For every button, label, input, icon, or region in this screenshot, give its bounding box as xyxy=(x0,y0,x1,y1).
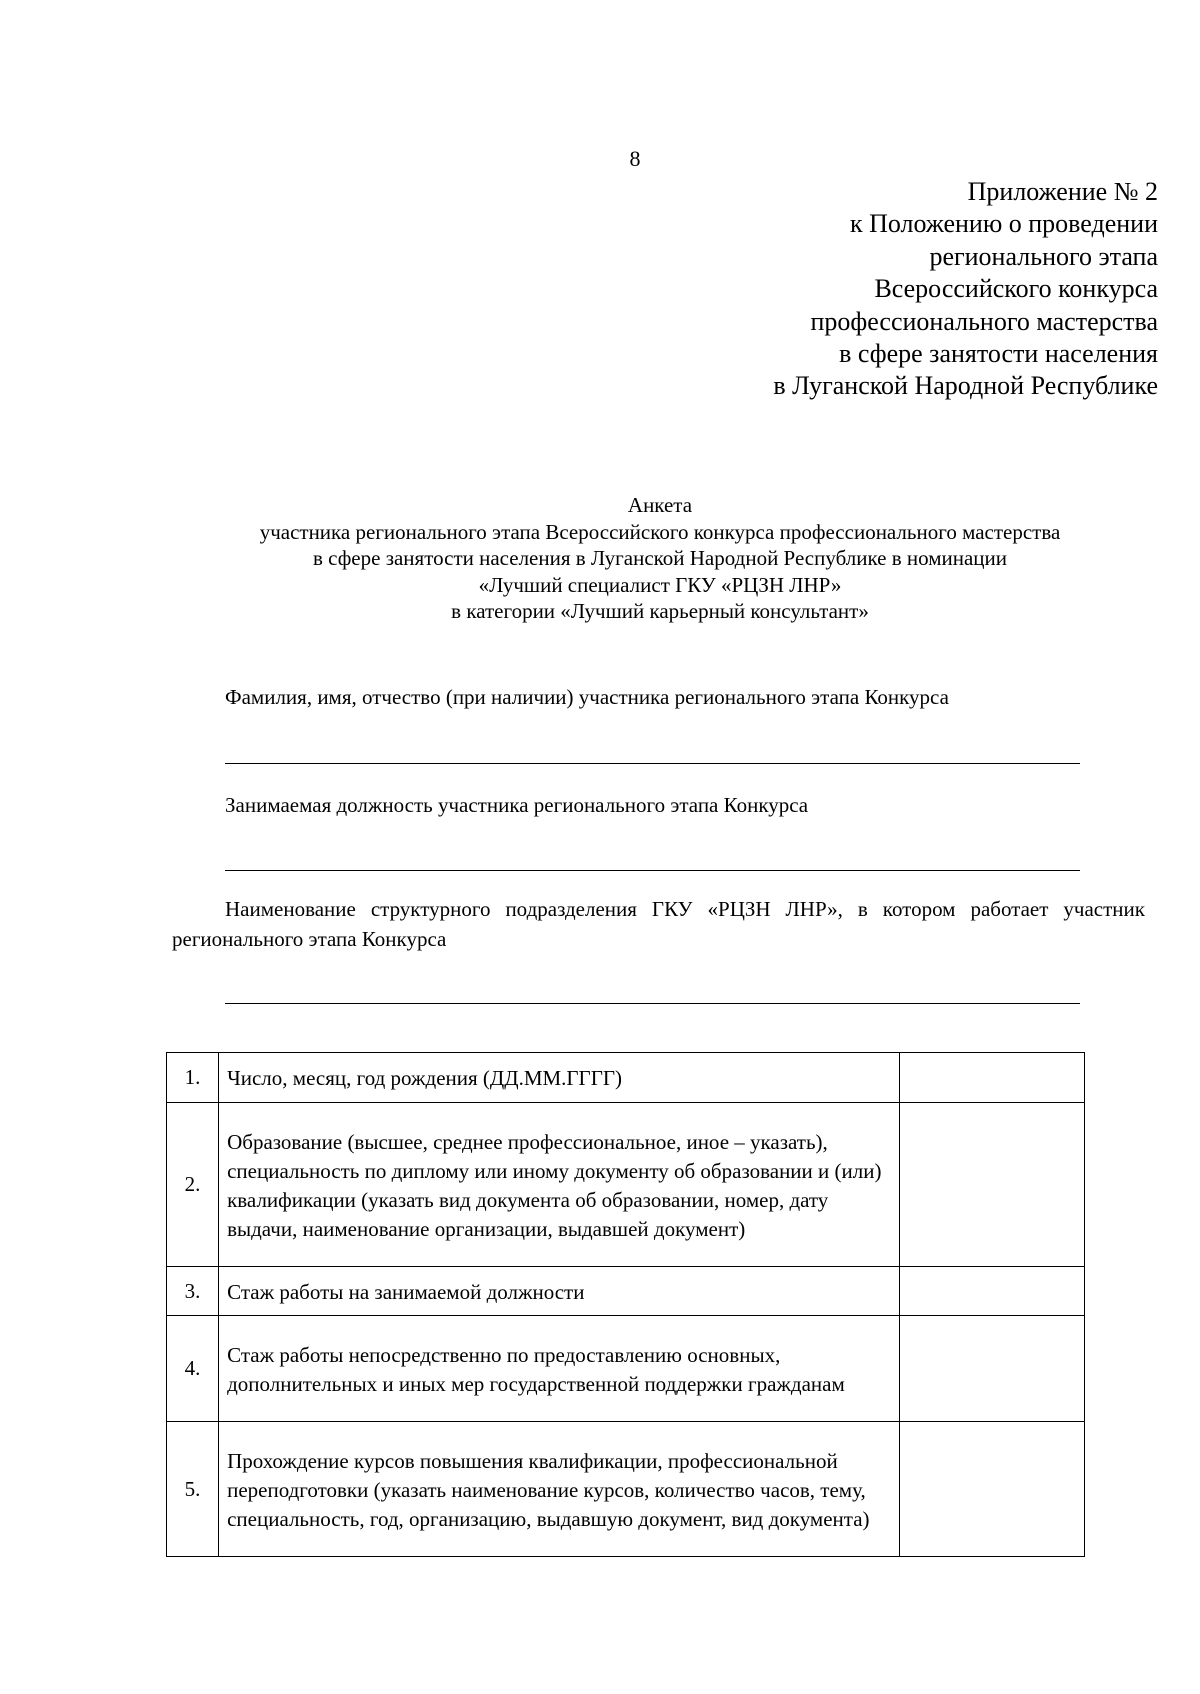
department-label-text: Наименование структурного подразделения ГКУ «РЦЗН ЛНР», в котором работает участник регионального этапа Конкурса xyxy=(172,897,1145,951)
table-row xyxy=(167,1053,1085,1103)
row-answer-cell[interactable] xyxy=(899,1053,1084,1103)
appendix-header-line: профессионального мастерства xyxy=(810,306,1158,336)
row-question: Образование (высшее, среднее профессиональное, иное – указать), специальность по диплому или иному документу об образовании и (или) квалификации (указать вид документа об образовании, номер, дату выдачи, наименование организации, выдавшей документ) xyxy=(219,1103,900,1267)
appendix-header xyxy=(773,176,1158,403)
position-fill-line[interactable] xyxy=(225,870,1080,871)
row-number: 3. xyxy=(167,1267,219,1316)
appendix-header-line: Приложение № 2 xyxy=(967,177,1158,206)
form-title-line: «Лучший специалист ГКУ «РЦЗН ЛНР» xyxy=(478,572,842,597)
row-answer-cell[interactable] xyxy=(899,1103,1084,1267)
row-question: Стаж работы непосредственно по предоставлению основных, дополнительных и иных мер государственной поддержки гражданам xyxy=(219,1316,900,1422)
appendix-header-line: к Положению о проведении xyxy=(849,209,1158,239)
full-name-fill-line[interactable] xyxy=(225,763,1080,764)
table-row xyxy=(167,1316,1085,1422)
table-row xyxy=(167,1267,1085,1316)
row-question: Прохождение курсов повышения квалификации, профессиональной переподготовки (указать наименование курсов, количество часов, тему, специальность, год, организацию, выдавшую документ, вид документа) xyxy=(219,1422,900,1557)
department-label xyxy=(172,894,1145,954)
form-title-line: в сфере занятости населения в Луганской Народной Республике в номинации xyxy=(312,546,1008,571)
department-fill-line[interactable] xyxy=(225,1003,1080,1004)
table-row xyxy=(167,1422,1085,1557)
row-answer-cell[interactable] xyxy=(899,1316,1084,1422)
page-number: 8 xyxy=(629,146,641,171)
appendix-header-line: регионального этапа xyxy=(929,241,1158,271)
position-label: Занимаемая должность участника регионального этапа Конкурса xyxy=(225,793,809,817)
appendix-header-line: в Луганской Народной Республике xyxy=(773,371,1158,401)
form-title-line: в категории «Лучший карьерный консультант» xyxy=(451,599,869,624)
appendix-header-line: Всероссийского конкурса xyxy=(874,274,1158,304)
row-question: Стаж работы на занимаемой должности xyxy=(219,1267,900,1316)
row-number: 1. xyxy=(167,1053,219,1103)
appendix-header-line: в сфере занятости населения xyxy=(839,339,1158,369)
form-title-line: участника регионального этапа Всероссийского конкурса профессионального мастерства xyxy=(259,519,1061,544)
row-number: 4. xyxy=(167,1316,219,1422)
form-title-line: Анкета xyxy=(627,493,693,517)
row-answer-cell[interactable] xyxy=(899,1422,1084,1557)
table-row xyxy=(167,1103,1085,1267)
full-name-label: Фамилия, имя, отчество (при наличии) участника регионального этапа Конкурса xyxy=(225,685,949,709)
row-answer-cell[interactable] xyxy=(899,1267,1084,1316)
row-number: 5. xyxy=(167,1422,219,1557)
questionnaire-table xyxy=(166,1052,1085,1557)
row-number: 2. xyxy=(167,1103,219,1267)
row-question: Число, месяц, год рождения (ДД.ММ.ГГГГ) xyxy=(219,1053,900,1103)
form-title xyxy=(0,492,1200,625)
